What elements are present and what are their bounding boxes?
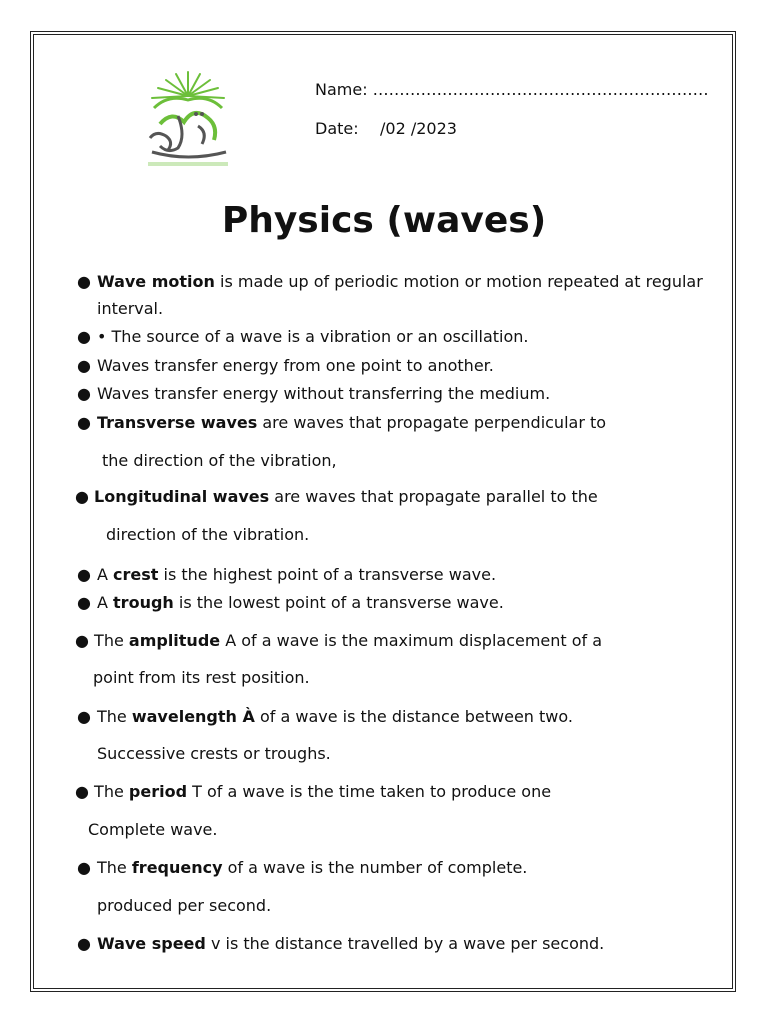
- page-border-inner: [33, 34, 733, 989]
- date-label: Date:: [315, 119, 359, 138]
- list-item: The frequency of a wave is the number of complete.: [97, 858, 528, 877]
- list-item-continuation: point from its rest position.: [93, 668, 310, 687]
- bullet: ●: [77, 934, 91, 953]
- list-item-continuation: Complete wave.: [88, 820, 218, 839]
- bullet: ●: [77, 593, 91, 612]
- school-logo: [138, 66, 238, 170]
- list-item-continuation: Successive crests or troughs.: [97, 744, 331, 763]
- name-field: Name: ………………………………………………………: [315, 80, 709, 99]
- date-value: /02 /2023: [380, 119, 457, 138]
- bullet: ●: [77, 356, 91, 375]
- list-item: Wave motion is made up of periodic motion or motion repeated at regular: [97, 272, 703, 291]
- list-item: A crest is the highest point of a transverse wave.: [97, 565, 497, 584]
- list-item-continuation: produced per second.: [97, 896, 272, 915]
- list-item: Transverse waves are waves that propagate perpendicular to: [97, 413, 607, 432]
- list-item: The wavelength À of a wave is the distance between two.: [97, 707, 573, 726]
- list-item: • The source of a wave is a vibration or an oscillation.: [97, 327, 529, 346]
- list-item: Wave speed v is the distance travelled by a wave per second.: [97, 934, 605, 953]
- list-item: Waves transfer energy without transferring the medium.: [97, 384, 551, 403]
- list-item: A trough is the lowest point of a transverse wave.: [97, 593, 504, 612]
- bullet: ●: [77, 272, 91, 291]
- bullet: ●: [77, 565, 91, 584]
- list-item-continuation: interval.: [97, 299, 164, 318]
- bullet: ●: [77, 384, 91, 403]
- bullet: ●: [77, 413, 91, 432]
- list-item: ● The period T of a wave is the time taken to produce one: [75, 782, 552, 801]
- bullet: ●: [77, 858, 91, 877]
- list-item-continuation: direction of the vibration.: [106, 525, 310, 544]
- list-item: Waves transfer energy from one point to another.: [97, 356, 494, 375]
- list-item: ● Longitudinal waves are waves that propagate parallel to the: [75, 487, 598, 506]
- bullet: ●: [77, 327, 91, 346]
- list-item: ● The amplitude A of a wave is the maximum displacement of a: [75, 631, 603, 650]
- page-title: Physics (waves): [221, 200, 547, 241]
- list-item-continuation: the direction of the vibration,: [102, 451, 337, 470]
- bullet: ●: [77, 707, 91, 726]
